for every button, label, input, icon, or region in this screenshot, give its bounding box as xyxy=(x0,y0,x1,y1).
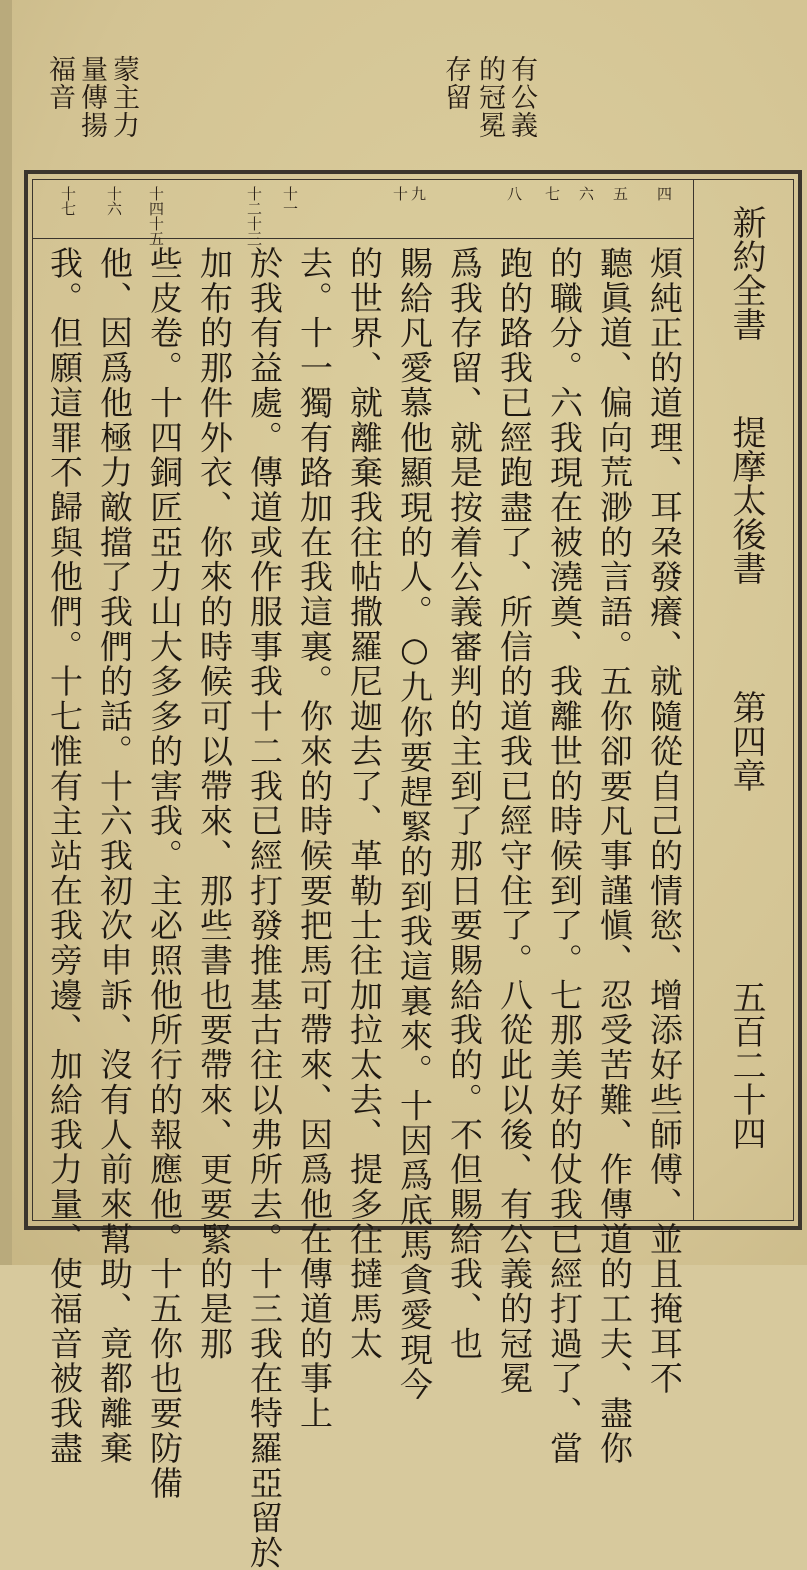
verse-marker: 十四十五 xyxy=(147,186,165,246)
page-gutter xyxy=(0,0,12,1265)
verse-marker: 十七 xyxy=(59,186,77,216)
text-column: 加布的那件外衣、你來的時候可以帶來、那些書也要帶來、更要緊的是那 xyxy=(195,246,234,1362)
text-column: 他、因爲他極力敵擋了我們的話。十六我初次申訴、沒有人前來幫助、竟都離棄 xyxy=(95,246,134,1466)
title-divider xyxy=(693,179,694,1221)
text-column: 於我有益處。傳道或作服事我十二我已經打發推基古往以弗所去。十三我在特羅亞留於 xyxy=(245,246,284,1570)
verse-marker: 十一 xyxy=(281,186,299,216)
verse-marker: 七 xyxy=(543,186,561,201)
text-column: 的職分。六我現在被澆奠、我離世的時候到了。七那美好的仗我已經打過了、當 xyxy=(545,246,584,1466)
verse-marker: 十六 xyxy=(105,186,123,216)
verse-marker: 八 xyxy=(505,186,523,201)
margin-note: 存留 xyxy=(440,55,471,111)
margin-note: 的冠冕 xyxy=(474,55,505,139)
text-column: 跑的路我已經跑盡了、所信的道我已經守住了。八從此以後、有公義的冠冕 xyxy=(495,246,534,1397)
text-column: 去。十一獨有路加在我這裏。你來的時候要把馬可帶來、因爲他在傳道的事上 xyxy=(295,246,334,1431)
verse-marker: 五 xyxy=(611,186,629,201)
verse-marker: 十 xyxy=(391,186,409,201)
margin-note: 蒙主力 xyxy=(108,55,139,139)
verse-header-rule xyxy=(32,238,693,239)
text-column: 的世界、就離棄我往帖撒羅尼迦去了、革勒士往加拉太去、提多往撻馬太 xyxy=(345,246,384,1362)
text-column: 賜給凡愛慕他顯現的人。○九你要趕緊的到我這裏來。十因爲底馬貪愛現今 xyxy=(395,246,434,1403)
epistle-title: 提摩太後書 xyxy=(726,415,766,585)
verse-marker: 四 xyxy=(655,186,673,201)
chapter-title: 第四章 xyxy=(726,690,766,792)
text-column: 些皮卷。十四銅匠亞力山大多多的害我。主必照他所行的報應他。十五你也要防備 xyxy=(145,246,184,1501)
verse-marker: 九 xyxy=(409,186,427,201)
margin-note: 有公義 xyxy=(506,55,537,139)
running-title xyxy=(703,205,789,1205)
text-column: 煩純正的道理、耳朶發癢、就隨從自己的情慾、增添好些師傅、並且掩耳不 xyxy=(645,246,684,1397)
margin-note: 福音 xyxy=(44,55,75,111)
text-column: 聽眞道、偏向荒渺的言語。五你卻要凡事謹愼、忍受苦難、作傳道的工夫、盡你 xyxy=(595,246,634,1466)
verse-marker: 十二十三 xyxy=(245,186,263,246)
book-title: 新約全書 xyxy=(726,205,766,341)
margin-notes xyxy=(40,55,560,165)
text-column: 我。但願這罪不歸與他們。十七惟有主站在我旁邊、加給我力量、使福音被我盡 xyxy=(45,246,84,1466)
verse-marker: 六 xyxy=(577,186,595,201)
text-column: 爲我存留、就是按着公義審判的主到了那日要賜給我的。不但賜給我、也 xyxy=(445,246,484,1362)
margin-note: 量傳揚 xyxy=(76,55,107,139)
page-number: 五百二十四 xyxy=(726,980,766,1150)
